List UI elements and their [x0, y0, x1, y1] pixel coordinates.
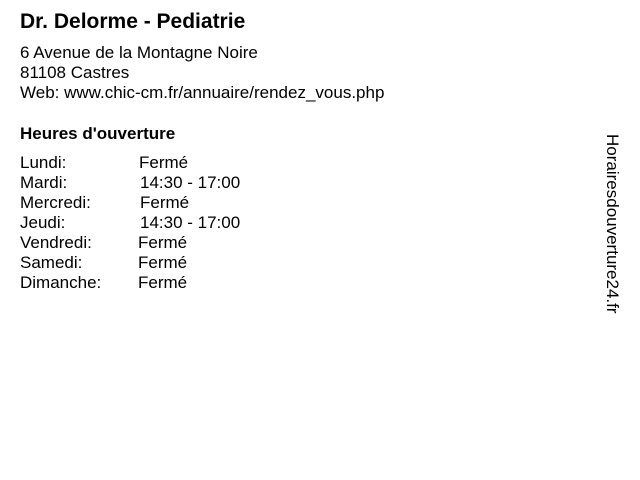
day-hours: 14:30 - 17:00: [140, 173, 241, 192]
city-postal-code: 81108 Castres: [20, 63, 130, 82]
address-block: [20, 43, 384, 103]
hours-row-monday: [20, 153, 280, 173]
day-hours: Fermé: [140, 193, 190, 212]
hours-row-sunday: [20, 273, 280, 293]
day-label: Samedi:: [20, 253, 83, 272]
street-address: 6 Avenue de la Montagne Noire: [20, 43, 258, 62]
day-hours: Fermé: [139, 153, 189, 172]
site-watermark: Horairesdouverture24.fr: [603, 134, 622, 314]
website-line: Web: www.chic-cm.fr/annuaire/rendez_vous.php: [20, 83, 385, 102]
hours-row-friday: [20, 233, 280, 253]
day-label: Jeudi:: [20, 213, 66, 232]
day-hours: 14:30 - 17:00: [140, 213, 241, 232]
day-hours: Fermé: [138, 233, 188, 252]
day-label: Vendredi:: [20, 233, 92, 252]
hours-row-saturday: [20, 253, 280, 273]
opening-hours-table: [20, 153, 280, 293]
opening-hours-heading: Heures d'ouverture: [20, 124, 176, 143]
day-hours: Fermé: [138, 253, 188, 272]
day-label: Mercredi:: [20, 193, 91, 212]
day-label: Lundi:: [20, 153, 67, 172]
hours-row-wednesday: [20, 193, 280, 213]
hours-row-tuesday: [20, 173, 280, 193]
day-hours: Fermé: [138, 273, 188, 292]
business-name: Dr. Delorme - Pediatrie: [20, 10, 246, 33]
day-label: Mardi:: [20, 173, 68, 192]
day-label: Dimanche:: [20, 273, 102, 292]
hours-row-thursday: [20, 213, 280, 233]
